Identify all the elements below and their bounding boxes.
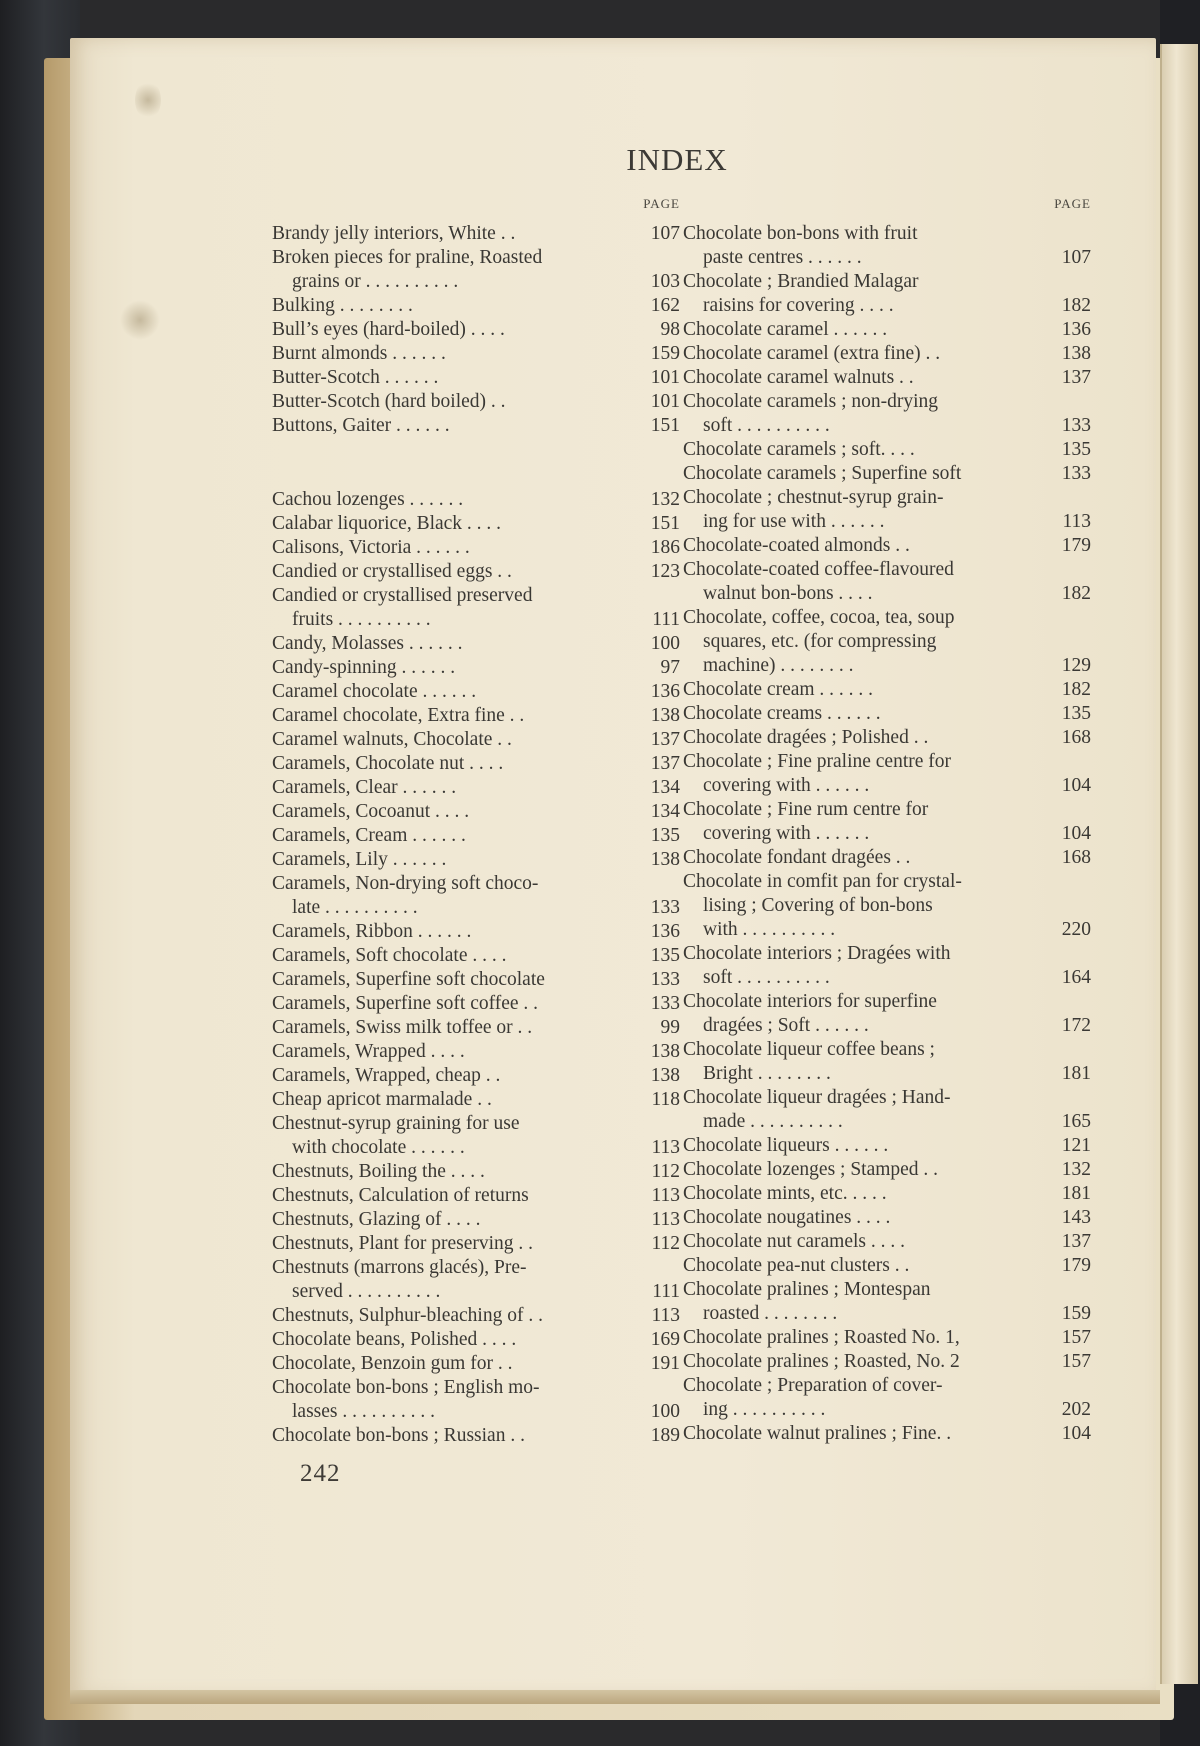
entry-text: Caramels, Superfine soft chocolate: [272, 969, 545, 990]
index-entry-line: [683, 558, 1063, 582]
entry-text: Chestnuts, Glazing of . . . .: [272, 1209, 481, 1230]
index-entry-line: [683, 846, 1091, 870]
index-entry-line: [683, 918, 1091, 942]
entry-page-number: 165: [1061, 1111, 1091, 1132]
index-entry-line: [683, 246, 1091, 270]
entry-page-number: 136: [650, 681, 680, 702]
entry-page-number: 133: [650, 969, 680, 990]
index-entry-line: [272, 608, 680, 632]
entry-text: soft . . . . . . . . . .: [703, 415, 830, 436]
entry-text: Chocolate bon-bons ; Russian . .: [272, 1425, 525, 1446]
entry-page-number: 179: [1061, 535, 1091, 556]
entry-text: Chocolate liqueur coffee beans ;: [683, 1039, 935, 1060]
entry-page-number: 133: [650, 993, 680, 1014]
entry-page-number: 98: [660, 319, 680, 340]
entry-page-number: 113: [651, 1137, 680, 1158]
entry-page-number: 101: [650, 391, 680, 412]
entry-text: walnut bon-bons . . . .: [703, 583, 873, 604]
entry-page-number: 104: [1061, 775, 1091, 796]
entry-text: squares, etc. (for compressing: [703, 631, 937, 652]
entry-text: soft . . . . . . . . . .: [703, 967, 830, 988]
entry-text: Chocolate pralines ; Montespan: [683, 1279, 931, 1300]
index-entry-line: [272, 1208, 680, 1232]
index-entry-line: [683, 222, 1063, 246]
index-entry-line: [272, 584, 652, 608]
entry-text: roasted . . . . . . . .: [703, 1303, 838, 1324]
entry-page-number: 97: [660, 657, 680, 678]
entry-page-number: 138: [650, 1065, 680, 1086]
index-entry-line: [272, 1160, 680, 1184]
entry-page-number: 103: [650, 271, 680, 292]
entry-text: Chocolate lozenges ; Stamped . .: [683, 1159, 939, 1180]
index-entry-line: [683, 534, 1091, 558]
entry-text: Chocolate ; Fine praline centre for: [683, 751, 952, 772]
entry-page-number: 113: [651, 1185, 680, 1206]
index-entry-line: [272, 896, 680, 920]
entry-page-number: 138: [650, 849, 680, 870]
entry-page-number: 107: [650, 223, 680, 244]
index-entry-line: [683, 1062, 1091, 1086]
index-entry-line: [683, 942, 1063, 966]
entry-page-number: 134: [650, 801, 680, 822]
index-entry-line: [683, 1230, 1091, 1254]
index-entry-line: [683, 822, 1091, 846]
index-entry-line: [683, 270, 1063, 294]
entry-text: Chocolate liqueurs . . . . . .: [683, 1135, 889, 1156]
entry-text: late . . . . . . . . . .: [292, 897, 418, 918]
page-number: 242: [300, 1460, 341, 1487]
entry-text: Caramels, Wrapped . . . .: [272, 1041, 465, 1062]
index-entry-line: [272, 222, 680, 246]
entry-text: Caramels, Wrapped, cheap . .: [272, 1065, 501, 1086]
entry-page-number: 136: [650, 921, 680, 942]
entry-page-number: 202: [1061, 1399, 1091, 1420]
index-entry-line: [683, 726, 1091, 750]
entry-text: Candy-spinning . . . . . .: [272, 657, 456, 678]
entry-page-number: 181: [1061, 1063, 1091, 1084]
index-entry-line: [683, 486, 1063, 510]
entry-page-number: 168: [1061, 727, 1091, 748]
entry-page-number: 112: [651, 1161, 680, 1182]
index-entry-line: [683, 1326, 1091, 1350]
index-entry-line: [683, 798, 1063, 822]
entry-text: Caramels, Chocolate nut . . . .: [272, 753, 504, 774]
index-entry-line: [683, 1038, 1063, 1062]
index-entry-line: [683, 1422, 1091, 1446]
entry-text: Caramels, Superfine soft coffee . .: [272, 993, 539, 1014]
entry-text: Chocolate walnut pralines ; Fine. .: [683, 1423, 952, 1444]
entry-text: Candied or crystallised eggs . .: [272, 561, 512, 582]
entry-text: served . . . . . . . . . .: [292, 1281, 441, 1302]
entry-page-number: 138: [650, 705, 680, 726]
index-entry-line: [683, 294, 1091, 318]
entry-page-number: 168: [1061, 847, 1091, 868]
paper-stain: [135, 80, 161, 120]
index-entry-line: [683, 1398, 1091, 1422]
entry-text: Chestnuts, Boiling the . . . .: [272, 1161, 485, 1182]
index-entry-line: [272, 1352, 680, 1376]
entry-text: Chocolate ; chestnut-syrup grain-: [683, 487, 944, 508]
entry-text: Chocolate cream . . . . . .: [683, 679, 874, 700]
entry-page-number: 137: [1061, 1231, 1091, 1252]
page-bottom-edge: [70, 1690, 1160, 1704]
entry-text: Chocolate ; Preparation of cover-: [683, 1375, 943, 1396]
index-entry-line: [272, 1256, 652, 1280]
entry-text: lising ; Covering of bon-bons: [703, 895, 933, 916]
index-entry-line: [272, 536, 680, 560]
entry-page-number: 164: [1061, 967, 1091, 988]
index-entry-line: [272, 752, 680, 776]
entry-text: paste centres . . . . . .: [703, 247, 862, 268]
index-entry-line: [272, 776, 680, 800]
index-entry-line: [272, 270, 680, 294]
entry-text: Chocolate ; Brandied Malagar: [683, 271, 919, 292]
entry-page-number: 132: [1061, 1159, 1091, 1180]
entry-page-number: 191: [650, 1353, 680, 1374]
entry-text: Chocolate-coated coffee-flavoured: [683, 559, 954, 580]
index-entry-line: [272, 1184, 680, 1208]
index-entry-line: [683, 1350, 1091, 1374]
entry-page-number: 189: [650, 1425, 680, 1446]
index-entry-line: [683, 462, 1091, 486]
entry-page-number: 137: [1061, 367, 1091, 388]
entry-page-number: 137: [650, 753, 680, 774]
entry-text: Burnt almonds . . . . . .: [272, 343, 446, 364]
entry-text: Chestnuts, Sulphur-bleaching of . .: [272, 1305, 543, 1326]
index-entry-line: [272, 1328, 680, 1352]
index-entry-line: [683, 894, 1063, 918]
index-entry-line: [272, 920, 680, 944]
entry-page-number: 129: [1061, 655, 1091, 676]
index-entry-line: [272, 800, 680, 824]
index-entry-line: [272, 1424, 680, 1448]
entry-page-number: 159: [1061, 1303, 1091, 1324]
entry-page-number: 135: [650, 825, 680, 846]
entry-page-number: 121: [1061, 1135, 1091, 1156]
index-entry-line: [683, 342, 1091, 366]
entry-text: Caramels, Swiss milk toffee or . .: [272, 1017, 533, 1038]
entry-text: Chocolate in comfit pan for crystal-: [683, 871, 962, 892]
entry-text: Caramels, Clear . . . . . .: [272, 777, 457, 798]
index-entry-line: [272, 848, 680, 872]
index-entry-line: [272, 342, 680, 366]
entry-text: Butter-Scotch (hard boiled) . .: [272, 391, 506, 412]
entry-page-number: 133: [650, 897, 680, 918]
page-column-header: PAGE: [643, 196, 680, 211]
entry-text: with . . . . . . . . . .: [703, 919, 836, 940]
index-entry-line: [683, 1158, 1091, 1182]
index-entry-line: [272, 1280, 680, 1304]
index-entry-line: [272, 512, 680, 536]
entry-page-number: 101: [650, 367, 680, 388]
entry-text: covering with . . . . . .: [703, 823, 870, 844]
entry-text: Cachou lozenges . . . . . .: [272, 489, 464, 510]
index-entry-line: [272, 944, 680, 968]
entry-page-number: 220: [1061, 919, 1091, 940]
entry-page-number: 136: [1061, 319, 1091, 340]
entry-page-number: 182: [1061, 583, 1091, 604]
entry-text: made . . . . . . . . . .: [703, 1111, 843, 1132]
entry-page-number: 135: [650, 945, 680, 966]
index-entry-line: [272, 992, 680, 1016]
index-entry-line: [683, 1278, 1063, 1302]
entry-text: covering with . . . . . .: [703, 775, 870, 796]
entry-text: Caramels, Ribbon . . . . . .: [272, 921, 472, 942]
index-entry-line: [683, 654, 1091, 678]
index-entry-line: [272, 824, 680, 848]
index-entry-line: [683, 606, 1063, 630]
entry-page-number: 111: [652, 1281, 680, 1302]
entry-page-number: 104: [1061, 823, 1091, 844]
index-entry-line: [683, 1374, 1063, 1398]
index-entry-line: [683, 750, 1063, 774]
entry-text: Chocolate, coffee, cocoa, tea, soup: [683, 607, 955, 628]
entry-text: dragées ; Soft . . . . . .: [703, 1015, 869, 1036]
index-entry-line: [272, 632, 680, 656]
next-page-edge: [1160, 44, 1198, 1684]
entry-text: Chocolate liqueur dragées ; Hand-: [683, 1087, 951, 1108]
index-entry-line: [272, 1088, 680, 1112]
index-entries: [683, 222, 1091, 1446]
entry-text: Chocolate nut caramels . . . .: [683, 1231, 906, 1252]
entry-text: Caramels, Non-drying soft choco-: [272, 873, 539, 894]
index-entry-line: [683, 318, 1091, 342]
index-entry-line: [683, 678, 1091, 702]
entry-page-number: 100: [650, 1401, 680, 1422]
index-column-right: [683, 196, 1091, 1446]
entry-text: Caramels, Cocoanut . . . .: [272, 801, 470, 822]
entry-text: Bulking . . . . . . . .: [272, 295, 413, 316]
section-gap: [272, 438, 652, 488]
entry-page-number: 135: [1061, 439, 1091, 460]
index-entry-line: [272, 1040, 680, 1064]
index-entry-line: [683, 366, 1091, 390]
entry-text: Chocolate creams . . . . . .: [683, 703, 881, 724]
entry-text: Chestnuts (marrons glacés), Pre-: [272, 1257, 527, 1278]
index-entry-line: [272, 1136, 680, 1160]
entry-text: Caramel chocolate, Extra fine . .: [272, 705, 525, 726]
entry-text: Chocolate caramel walnuts . .: [683, 367, 914, 388]
index-column-left: [272, 196, 680, 1448]
index-entry-line: [272, 1112, 652, 1136]
entry-page-number: 182: [1061, 295, 1091, 316]
index-entry-line: [683, 1182, 1091, 1206]
entry-page-number: 113: [1062, 511, 1091, 532]
index-entry-line: [272, 680, 680, 704]
index-entry-line: [683, 510, 1091, 534]
index-entry-line: [272, 704, 680, 728]
entry-page-number: 151: [650, 513, 680, 534]
entry-page-number: 143: [1061, 1207, 1091, 1228]
entry-text: Chocolate interiors for superfine: [683, 991, 937, 1012]
entry-page-number: 138: [650, 1041, 680, 1062]
entry-text: Chocolate caramels ; soft. . . .: [683, 439, 915, 460]
entry-text: raisins for covering . . . .: [703, 295, 894, 316]
index-entry-line: [683, 774, 1091, 798]
index-entry-line: [272, 1064, 680, 1088]
entry-page-number: 157: [1061, 1351, 1091, 1372]
entry-page-number: 157: [1061, 1327, 1091, 1348]
entry-text: lasses . . . . . . . . . .: [292, 1401, 435, 1422]
index-entry-line: [272, 1232, 680, 1256]
entry-text: ing for use with . . . . . .: [703, 511, 885, 532]
index-entry-line: [272, 1016, 680, 1040]
entry-text: Bull’s eyes (hard-boiled) . . . .: [272, 319, 505, 340]
entry-page-number: 133: [1061, 415, 1091, 436]
index-entry-line: [272, 728, 680, 752]
entry-text: Chocolate ; Fine rum centre for: [683, 799, 929, 820]
entry-text: Bright . . . . . . . .: [703, 1063, 831, 1084]
index-entry-line: [683, 1134, 1091, 1158]
index-entry-line: [272, 294, 680, 318]
entry-text: Butter-Scotch . . . . . .: [272, 367, 439, 388]
entry-text: Chestnuts, Plant for preserving . .: [272, 1233, 534, 1254]
index-entry-line: [272, 366, 680, 390]
entry-page-number: 169: [650, 1329, 680, 1350]
entry-page-number: 99: [660, 1017, 680, 1038]
index-entry-line: [683, 1206, 1091, 1230]
entry-page-number: 100: [650, 633, 680, 654]
index-entry-line: [683, 966, 1091, 990]
entry-page-number: 182: [1061, 679, 1091, 700]
entry-text: Broken pieces for praline, Roasted: [272, 247, 543, 268]
entry-page-number: 107: [1061, 247, 1091, 268]
entry-text: Chocolate, Benzoin gum for . .: [272, 1353, 513, 1374]
entry-text: Calisons, Victoria . . . . . .: [272, 537, 470, 558]
entry-text: Caramel walnuts, Chocolate . .: [272, 729, 512, 750]
index-entry-line: [272, 246, 652, 270]
index-entry-line: [272, 488, 680, 512]
index-entry-line: [683, 990, 1063, 1014]
index-entry-line: [272, 390, 680, 414]
entry-page-number: 123: [650, 561, 680, 582]
index-entry-line: [683, 1086, 1063, 1110]
index-entry-line: [683, 438, 1091, 462]
index-entry-line: [683, 630, 1063, 654]
index-entry-line: [272, 414, 680, 438]
entry-text: Chocolate-coated almonds . .: [683, 535, 910, 556]
entry-text: ing . . . . . . . . . .: [703, 1399, 826, 1420]
index-entry-line: [272, 968, 680, 992]
entry-page-number: 181: [1061, 1183, 1091, 1204]
index-entries: [272, 222, 680, 1448]
entry-page-number: 162: [650, 295, 680, 316]
entry-page-number: 118: [651, 1089, 680, 1110]
entry-text: Chestnuts, Calculation of returns: [272, 1185, 529, 1206]
index-entry-line: [683, 1254, 1091, 1278]
entry-text: Candied or crystallised preserved: [272, 585, 533, 606]
entry-text: Chocolate dragées ; Polished . .: [683, 727, 929, 748]
entry-page-number: 134: [650, 777, 680, 798]
entry-text: Chocolate nougatines . . . .: [683, 1207, 891, 1228]
entry-page-number: 159: [650, 343, 680, 364]
entry-text: Candy, Molasses . . . . . .: [272, 633, 463, 654]
entry-text: Chocolate caramels ; Superfine soft: [683, 463, 962, 484]
entry-text: Chocolate fondant dragées . .: [683, 847, 911, 868]
entry-text: Cheap apricot marmalade . .: [272, 1089, 492, 1110]
entry-text: Chestnut-syrup graining for use: [272, 1113, 520, 1134]
entry-text: Chocolate caramel . . . . . .: [683, 319, 888, 340]
index-entry-line: [683, 702, 1091, 726]
index-entry-line: [683, 582, 1091, 606]
entry-text: Chocolate beans, Polished . . . .: [272, 1329, 517, 1350]
entry-text: Caramels, Cream . . . . . .: [272, 825, 466, 846]
entry-page-number: 113: [651, 1305, 680, 1326]
entry-page-number: 113: [651, 1209, 680, 1230]
entry-page-number: 133: [1061, 463, 1091, 484]
entry-page-number: 179: [1061, 1255, 1091, 1276]
page-column-header: PAGE: [1054, 196, 1091, 211]
index-entry-line: [683, 1302, 1091, 1326]
index-entry-line: [272, 872, 652, 896]
index-entry-line: [683, 390, 1063, 414]
index-entry-line: [683, 870, 1063, 894]
entry-text: Chocolate caramel (extra fine) . .: [683, 343, 941, 364]
index-entry-line: [272, 318, 680, 342]
entry-text: Brandy jelly interiors, White . .: [272, 223, 516, 244]
entry-text: Calabar liquorice, Black . . . .: [272, 513, 502, 534]
entry-page-number: 111: [652, 609, 680, 630]
entry-text: Chocolate interiors ; Dragées with: [683, 943, 951, 964]
entry-text: Chocolate caramels ; non-drying: [683, 391, 939, 412]
index-entry-line: [683, 414, 1091, 438]
index-entry-line: [272, 1376, 652, 1400]
entry-text: Caramels, Lily . . . . . .: [272, 849, 447, 870]
entry-page-number: 112: [651, 1233, 680, 1254]
index-entry-line: [683, 1110, 1091, 1134]
entry-page-number: 137: [650, 729, 680, 750]
entry-text: Chocolate bon-bons ; English mo-: [272, 1377, 540, 1398]
entry-page-number: 172: [1061, 1015, 1091, 1036]
entry-page-number: 104: [1061, 1423, 1091, 1444]
entry-text: Chocolate pralines ; Roasted, No. 2: [683, 1351, 960, 1372]
entry-page-number: 151: [650, 415, 680, 436]
entry-page-number: 135: [1061, 703, 1091, 724]
entry-text: Buttons, Gaiter . . . . . .: [272, 415, 450, 436]
entry-text: Caramel chocolate . . . . . .: [272, 681, 477, 702]
entry-text: fruits . . . . . . . . . .: [292, 609, 431, 630]
entry-text: Chocolate pralines ; Roasted No. 1,: [683, 1327, 960, 1348]
entry-text: machine) . . . . . . . .: [703, 655, 854, 676]
entry-page-number: 138: [1061, 343, 1091, 364]
index-entry-line: [272, 1304, 680, 1328]
entry-text: grains or . . . . . . . . . .: [292, 271, 459, 292]
entry-text: Chocolate mints, etc. . . . .: [683, 1183, 887, 1204]
entry-text: Chocolate bon-bons with fruit: [683, 223, 918, 244]
index-entry-line: [272, 656, 680, 680]
page-title: INDEX: [626, 142, 728, 177]
index-entry-line: [272, 1400, 680, 1424]
entry-page-number: 132: [650, 489, 680, 510]
entry-text: Chocolate pea-nut clusters . .: [683, 1255, 910, 1276]
paper-stain: [120, 300, 160, 340]
entry-text: with chocolate . . . . . .: [292, 1137, 465, 1158]
entry-page-number: 186: [650, 537, 680, 558]
index-entry-line: [683, 1014, 1091, 1038]
entry-text: Caramels, Soft chocolate . . . .: [272, 945, 507, 966]
index-entry-line: [272, 560, 680, 584]
